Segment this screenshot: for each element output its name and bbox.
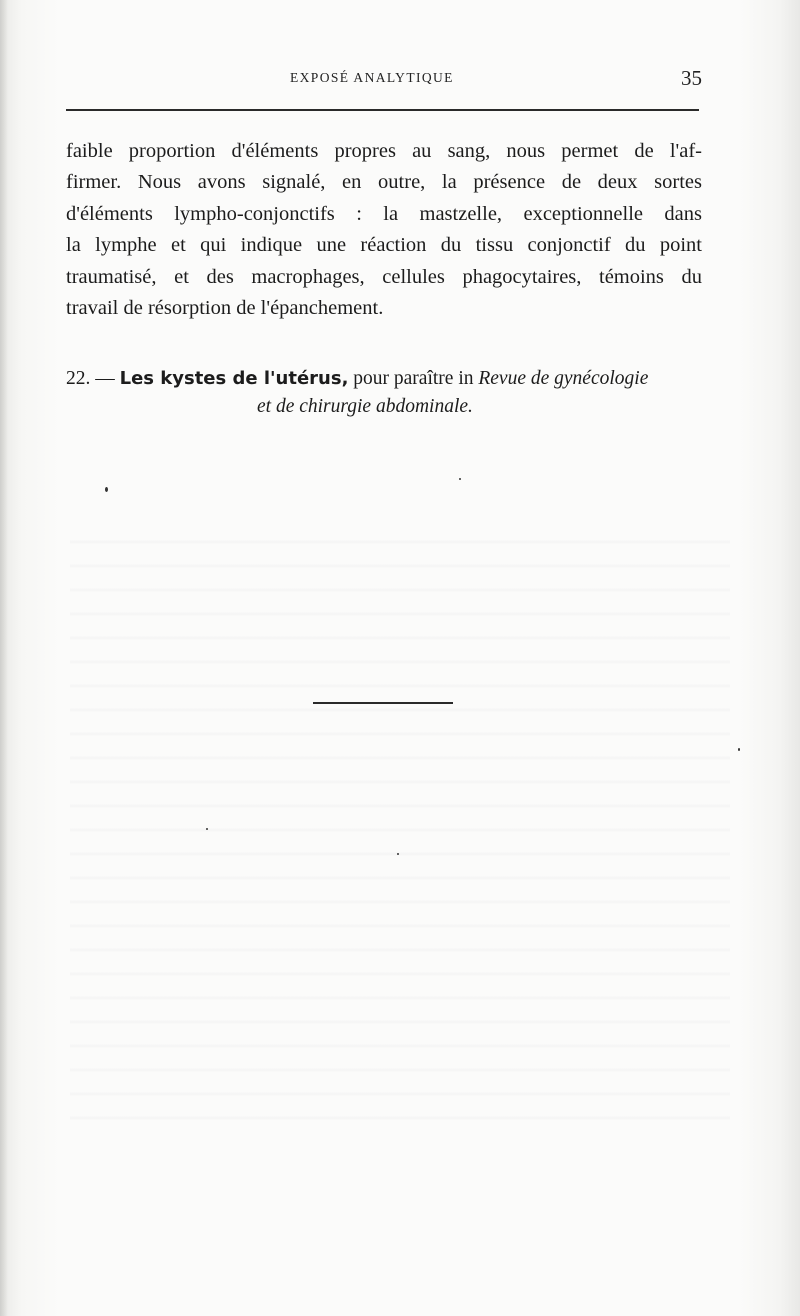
paragraph-line: traumatisé, et des macrophages, cellules phagocytaires, témoins du [66, 265, 702, 288]
ink-speck [105, 487, 108, 492]
ink-speck [738, 748, 740, 751]
entry-number: 22. — [66, 368, 115, 389]
page-number: 35 [681, 66, 702, 90]
entry-title: Les kystes de l'utérus, [119, 368, 349, 389]
entry-text: pour paraître in [353, 368, 474, 389]
paragraph-line: faible proportion d'éléments propres au sang, nous permet de l'af- [66, 140, 702, 162]
header-rule [66, 109, 699, 111]
paragraph-line: firmer. Nous avons signalé, en outre, la présence de deux sortes [66, 171, 702, 194]
scan-edge-shadow [0, 0, 8, 1316]
paragraph-line: travail de résorption de l'épanchement. [66, 297, 384, 320]
ink-speck [206, 828, 208, 830]
ink-speck [397, 853, 399, 855]
ink-speck [459, 478, 461, 480]
entry-journal: Revue de gynécologie [478, 368, 649, 389]
paragraph-line: d'éléments lympho-conjonctifs : la mastzelle, exceptionnelle dans [66, 202, 702, 225]
paragraph-line: la lymphe et qui indique une réaction du tissu conjonctif du point [66, 234, 702, 257]
entry-journal-continued: et de chirurgie abdominale. [257, 396, 473, 417]
entry-first-line [66, 365, 706, 393]
end-rule [313, 702, 453, 704]
bleed-through-texture [70, 520, 730, 1120]
body-paragraph [66, 136, 702, 324]
running-header [0, 66, 800, 92]
running-title: EXPOSÉ ANALYTIQUE [290, 70, 454, 85]
bibliography-entry [66, 365, 706, 421]
